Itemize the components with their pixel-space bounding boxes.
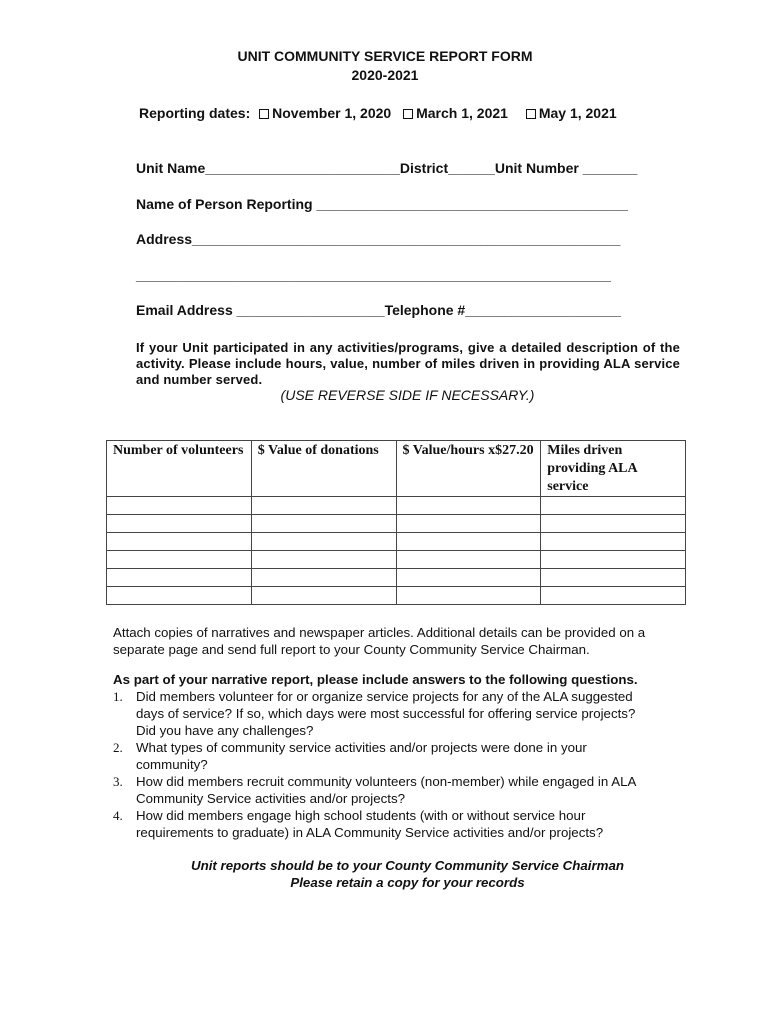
table-row: [107, 497, 686, 515]
header-value-hours: $ Value/hours x$27.20: [396, 441, 541, 497]
checkbox-march[interactable]: [403, 109, 413, 119]
table-header-row: [107, 441, 686, 497]
table-cell[interactable]: [251, 497, 396, 515]
table-cell[interactable]: [251, 551, 396, 569]
header-volunteers: Number of volunteers: [107, 441, 252, 497]
table-cell[interactable]: [396, 569, 541, 587]
question-text: How did members engage high school students (with or without service hour requirements to graduate) in ALA Community Service activities and/or projects?: [136, 808, 604, 840]
table-cell[interactable]: [251, 569, 396, 587]
table-cell[interactable]: [107, 551, 252, 569]
date-november: November 1, 2020: [272, 105, 392, 121]
table-row: [107, 569, 686, 587]
table-cell[interactable]: [396, 497, 541, 515]
table-cell[interactable]: [541, 587, 686, 605]
address-field[interactable]: Address_______________________________________________________: [136, 231, 621, 247]
list-item: [113, 688, 673, 739]
unit-name-field[interactable]: Unit Name_________________________District______Unit Number _______: [136, 160, 638, 176]
reverse-side-note: (USE REVERSE SIDE IF NECESSARY.): [280, 387, 535, 403]
question-number: 1.: [113, 689, 123, 704]
header-miles: Miles driven providing ALA service: [541, 441, 686, 497]
table-cell[interactable]: [541, 569, 686, 587]
table-cell[interactable]: [107, 569, 252, 587]
attach-note: Attach copies of narratives and newspaper articles. Additional details can be provided on a separate page and send full report to your County Community Service Chairman.: [113, 625, 646, 657]
reporting-dates-label: Reporting dates:: [139, 105, 251, 121]
table-cell[interactable]: [541, 497, 686, 515]
footer-line-1: Unit reports should be to your County Community Service Chairman: [191, 858, 624, 873]
questions-list: [113, 688, 673, 841]
person-reporting-field[interactable]: Name of Person Reporting ________________________________________: [136, 196, 628, 212]
table-row: [107, 587, 686, 605]
table-row: [107, 533, 686, 551]
report-table: [106, 440, 686, 605]
question-text: What types of community service activities and/or projects were done in your community?: [136, 740, 587, 772]
instructions-paragraph: If your Unit participated in any activities/programs, give a detailed description of the activity. Please include hours, value, number of miles driven in providing ALA service and number served.: [136, 340, 680, 387]
questions-heading: As part of your narrative report, please include answers to the following questions.: [113, 672, 638, 687]
table-cell[interactable]: [396, 533, 541, 551]
table-cell[interactable]: [107, 515, 252, 533]
list-item: [113, 773, 673, 807]
table-cell[interactable]: [396, 515, 541, 533]
question-text: How did members recruit community volunteers (non-member) while engaged in ALA Community Service activities and/or projects?: [136, 774, 637, 806]
date-may: May 1, 2021: [538, 105, 617, 121]
table-cell[interactable]: [541, 533, 686, 551]
footer-line-2: Please retain a copy for your records: [290, 875, 525, 890]
table-cell[interactable]: [107, 533, 252, 551]
table-row: [107, 515, 686, 533]
address-line2-field[interactable]: _____________________________________________________________: [136, 267, 611, 283]
table-cell[interactable]: [251, 533, 396, 551]
question-text: Did members volunteer for or organize service projects for any of the ALA suggested days of service? If so, which days were most successful for offering service projects? Did you have any challenges?: [136, 689, 636, 738]
form-year: 2020-2021: [351, 67, 419, 83]
header-donations: $ Value of donations: [251, 441, 396, 497]
question-number: 2.: [113, 740, 123, 755]
table-row: [107, 551, 686, 569]
form-title: UNIT COMMUNITY SERVICE REPORT FORM: [237, 48, 533, 64]
table-cell[interactable]: [251, 587, 396, 605]
table-cell[interactable]: [396, 551, 541, 569]
reporting-dates-row: [139, 105, 617, 121]
table-cell[interactable]: [107, 497, 252, 515]
table-cell[interactable]: [107, 587, 252, 605]
table-cell[interactable]: [541, 551, 686, 569]
checkbox-may[interactable]: [526, 109, 536, 119]
table-cell[interactable]: [396, 587, 541, 605]
table-cell[interactable]: [251, 515, 396, 533]
date-march: March 1, 2021: [416, 105, 508, 121]
question-number: 3.: [113, 774, 123, 789]
question-number: 4.: [113, 808, 123, 823]
email-telephone-field[interactable]: Email Address ___________________Telephone #____________________: [136, 302, 621, 318]
table-cell[interactable]: [541, 515, 686, 533]
checkbox-november[interactable]: [259, 109, 269, 119]
list-item: [113, 739, 673, 773]
list-item: [113, 807, 673, 841]
